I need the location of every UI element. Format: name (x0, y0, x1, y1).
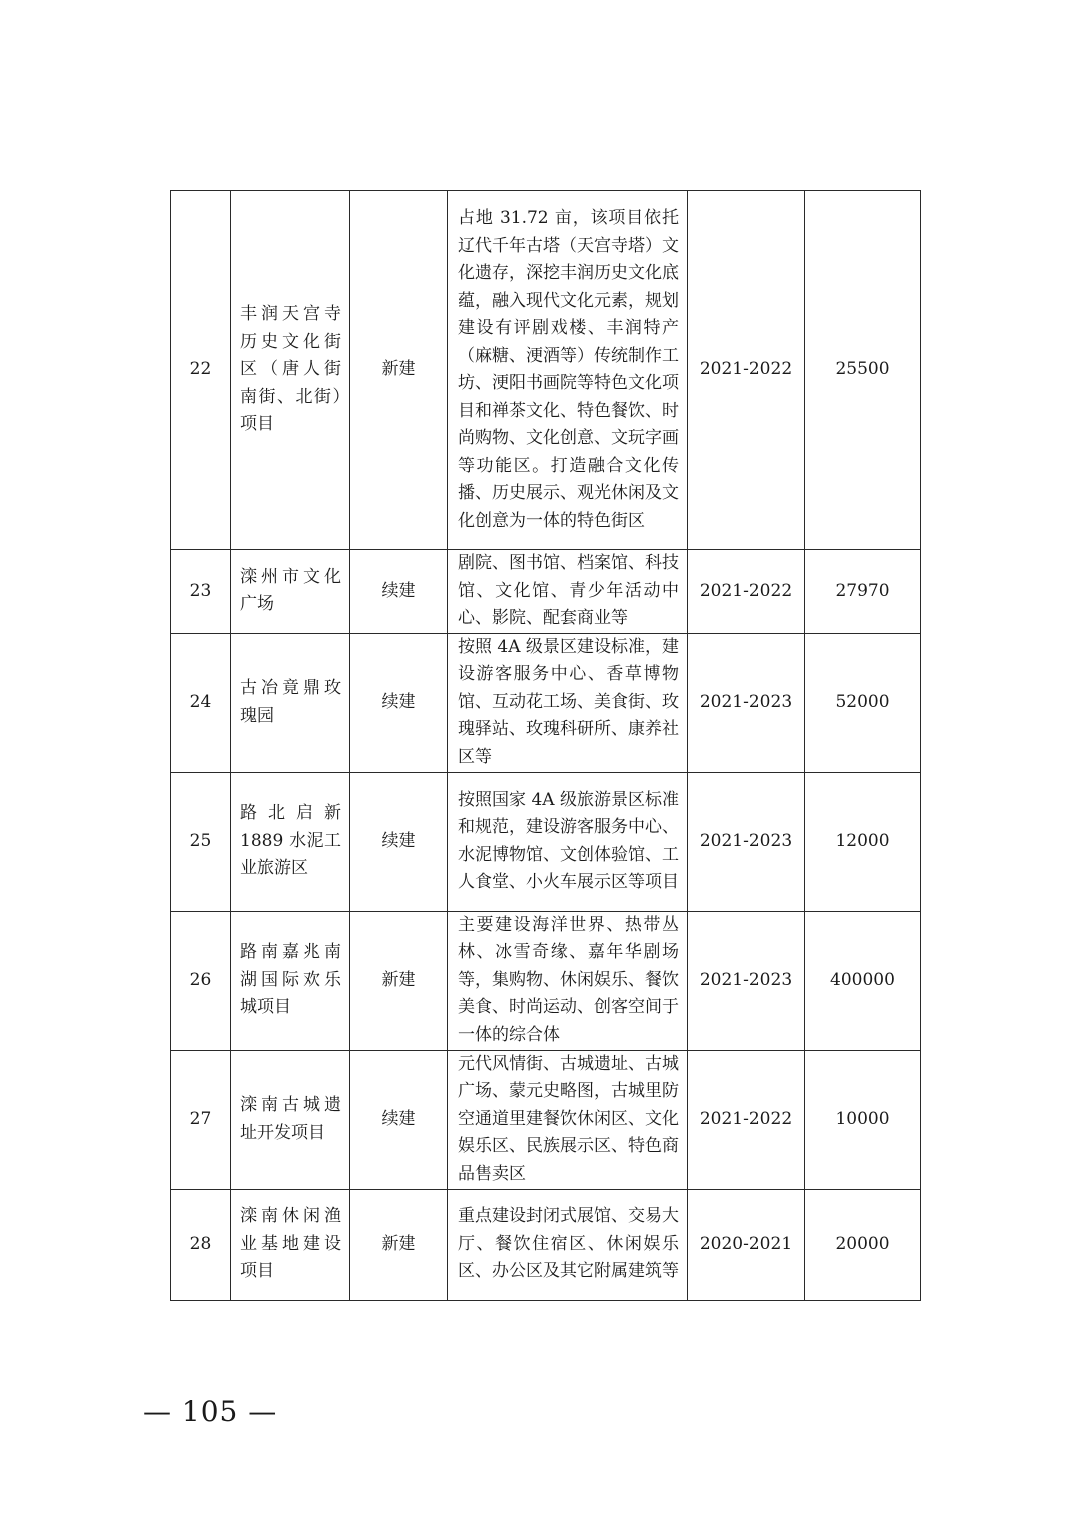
project-name: 丰润天宫寺历史文化街区（唐人街南街、北街）项目 (231, 191, 350, 550)
construction-period: 2021-2022 (688, 191, 805, 550)
total-investment: 52000 (805, 633, 921, 772)
construction-content: 重点建设封闭式展馆、交易大厅、餐饮住宿区、休闲娱乐区、办公区及其它附属建筑等 (448, 1189, 688, 1300)
construction-content: 按照 4A 级景区建设标准，建设游客服务中心、香草博物馆、互动花工场、美食街、玫瑰驿站、玫瑰科研所、康养社区等 (448, 633, 688, 772)
construction-period: 2021-2023 (688, 772, 805, 911)
total-investment: 10000 (805, 1050, 921, 1189)
construction-content: 剧院、图书馆、档案馆、科技馆、文化馆、青少年活动中心、影院、配套商业等 (448, 550, 688, 634)
table-row (171, 1189, 921, 1300)
table-row (171, 1050, 921, 1189)
total-investment: 20000 (805, 1189, 921, 1300)
table-row (171, 772, 921, 911)
construction-type: 新建 (350, 1189, 448, 1300)
construction-period: 2020-2021 (688, 1189, 805, 1300)
total-investment: 12000 (805, 772, 921, 911)
project-name: 古冶竟鼎玫瑰园 (231, 633, 350, 772)
total-investment: 27970 (805, 550, 921, 634)
row-number: 24 (171, 633, 231, 772)
table-row (171, 911, 921, 1050)
construction-type: 续建 (350, 550, 448, 634)
construction-type: 续建 (350, 1050, 448, 1189)
project-name: 滦州市文化广场 (231, 550, 350, 634)
row-number: 28 (171, 1189, 231, 1300)
construction-type: 续建 (350, 772, 448, 911)
row-number: 23 (171, 550, 231, 634)
row-number: 25 (171, 772, 231, 911)
construction-type: 新建 (350, 911, 448, 1050)
table-row (171, 633, 921, 772)
row-number: 22 (171, 191, 231, 550)
table-row (171, 550, 921, 634)
row-number: 27 (171, 1050, 231, 1189)
row-number: 26 (171, 911, 231, 1050)
construction-period: 2021-2022 (688, 550, 805, 634)
construction-type: 续建 (350, 633, 448, 772)
project-name: 路北启新 1889 水泥工业旅游区 (231, 772, 350, 911)
construction-period: 2021-2023 (688, 911, 805, 1050)
page-number: — 105 — (143, 1395, 278, 1428)
construction-period: 2021-2023 (688, 633, 805, 772)
construction-period: 2021-2022 (688, 1050, 805, 1189)
construction-content: 主要建设海洋世界、热带丛林、冰雪奇缘、嘉年华剧场等，集购物、休闲娱乐、餐饮美食、时尚运动、创客空间于一体的综合体 (448, 911, 688, 1050)
construction-type: 新建 (350, 191, 448, 550)
total-investment: 400000 (805, 911, 921, 1050)
project-table (170, 190, 921, 1301)
table-row (171, 191, 921, 550)
project-name: 滦南古城遗址开发项目 (231, 1050, 350, 1189)
construction-content: 占地 31.72 亩，该项目依托辽代千年古塔（天宫寺塔）文化遗存，深挖丰润历史文化底蕴，融入现代文化元素，规划建设有评剧戏楼、丰润特产（麻糖、浭酒等）传统制作工坊、浭阳书画院等特色文化项目和禅茶文化、特色餐饮、时尚购物、文化创意、文玩字画等功能区。打造融合文化传播、历史展示、观光休闲及文化创意为一体的特色街区 (448, 191, 688, 550)
project-name: 滦南休闲渔业基地建设项目 (231, 1189, 350, 1300)
construction-content: 元代风情街、古城遗址、古城广场、蒙元史略图，古城里防空通道里建餐饮休闲区、文化娱乐区、民族展示区、特色商品售卖区 (448, 1050, 688, 1189)
project-name: 路南嘉兆南湖国际欢乐城项目 (231, 911, 350, 1050)
total-investment: 25500 (805, 191, 921, 550)
construction-content: 按照国家 4A 级旅游景区标准和规范，建设游客服务中心、水泥博物馆、文创体验馆、工人食堂、小火车展示区等项目 (448, 772, 688, 911)
